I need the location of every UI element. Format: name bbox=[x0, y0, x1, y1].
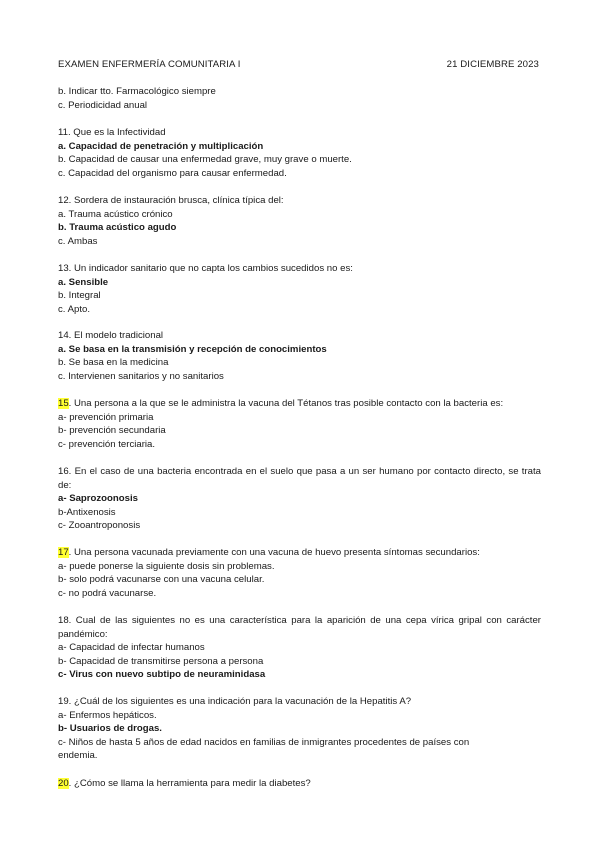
question-text: 16. En el caso de una bacteria encontrada en el suelo que pasa a un ser humano por contacto directo, se trata de: bbox=[58, 466, 541, 491]
question-body: . Una persona a la que se le administra la vacuna del Tétanos tras posible contacto con la bacteria es: bbox=[68, 398, 504, 409]
page-header bbox=[58, 59, 539, 70]
question-text: 11. Que es la Infectividad bbox=[58, 127, 166, 138]
option-c: c. Apto. bbox=[58, 303, 90, 315]
option-a: a- puede ponerse la siguiente dosis sin problemas. bbox=[58, 560, 275, 572]
option-b-correct: b. Trauma acústico agudo bbox=[58, 222, 177, 233]
option-b: b. Capacidad de causar una enfermedad grave, muy grave o muerte. bbox=[58, 154, 352, 165]
option-b: b- Capacidad de transmitirse persona a persona bbox=[58, 655, 264, 667]
question-19 bbox=[58, 695, 541, 763]
option-b: b- prevención secundaria bbox=[58, 425, 166, 436]
option-a-correct: a. Sensible bbox=[58, 276, 109, 288]
option-b: b-Antixenosis bbox=[58, 506, 116, 518]
question-11 bbox=[58, 126, 541, 180]
question-body: . Una persona vacunada previamente con una vacuna de huevo presenta síntomas secundarios: bbox=[68, 547, 480, 558]
option-c: c- no podrá vacunarse. bbox=[58, 587, 157, 599]
option-c-correct: c- Virus con nuevo subtipo de neuraminidasa bbox=[58, 669, 266, 680]
option-a: a- Enfermos hepáticos. bbox=[58, 709, 157, 721]
option-a-correct: a. Capacidad de penetración y multiplicación bbox=[58, 140, 264, 152]
question-text bbox=[58, 777, 541, 791]
exam-date: 21 DICIEMBRE 2023 bbox=[446, 59, 539, 70]
option-c: c. Periodicidad anual bbox=[58, 99, 148, 111]
question-text bbox=[58, 397, 541, 411]
question-number-highlight: 15 bbox=[58, 398, 69, 409]
option-a: a- Capacidad de infectar humanos bbox=[58, 642, 205, 653]
question-15 bbox=[58, 397, 541, 451]
option-a: a- prevención primaria bbox=[58, 411, 154, 423]
option-b-correct: b- Usuarios de drogas. bbox=[58, 723, 162, 734]
option-a-correct: a. Se basa en la transmisión y recepción de conocimientos bbox=[58, 343, 327, 355]
option-c: c. Intervienen sanitarios y no sanitarios bbox=[58, 370, 224, 382]
question-body: . ¿Cómo se llama la herramienta para medir la diabetes? bbox=[68, 778, 311, 789]
option-a-correct: a- Saprozoonosis bbox=[58, 493, 138, 504]
question-number-highlight: 17 bbox=[58, 547, 69, 558]
option-b: b. Indicar tto. Farmacológico siempre bbox=[58, 86, 216, 97]
question-17 bbox=[58, 546, 541, 600]
option-c: c- prevención terciaria. bbox=[58, 438, 156, 450]
question-text bbox=[58, 546, 541, 560]
option-b: b- solo podrá vacunarse con una vacuna celular. bbox=[58, 574, 265, 585]
question-20 bbox=[58, 777, 541, 791]
question-text: 18. Cual de las siguientes no es una característica para la aparición de una cepa vírica gripal con carácter pandémico: bbox=[58, 615, 541, 640]
question-text: 13. Un indicador sanitario que no capta los cambios sucedidos no es: bbox=[58, 263, 353, 274]
option-b: b. Integral bbox=[58, 290, 101, 301]
option-c: c. Ambas bbox=[58, 235, 98, 247]
option-a: a. Trauma acústico crónico bbox=[58, 208, 173, 220]
question-number-highlight: 20 bbox=[58, 778, 69, 789]
question-text: 14. El modelo tradicional bbox=[58, 330, 164, 341]
option-c: c. Capacidad del organismo para causar enfermedad. bbox=[58, 167, 287, 179]
question-14 bbox=[58, 329, 541, 383]
question-12 bbox=[58, 194, 541, 248]
option-c: c- Niños de hasta 5 años de edad nacidos en familias de inmigrantes procedentes de países con endemia. bbox=[58, 736, 470, 761]
question-13 bbox=[58, 262, 541, 316]
question-text: 19. ¿Cuál de los siguientes es una indicación para la vacunación de la Hepatitis A? bbox=[58, 696, 412, 707]
previous-question-options bbox=[58, 85, 541, 112]
option-b: b. Se basa en la medicina bbox=[58, 357, 169, 368]
question-text: 12. Sordera de instauración brusca, clínica típica del: bbox=[58, 195, 284, 206]
option-c: c- Zooantroponosis bbox=[58, 520, 141, 531]
question-18 bbox=[58, 614, 541, 682]
exam-title: EXAMEN ENFERMERÍA COMUNITARIA I bbox=[58, 59, 241, 70]
question-16 bbox=[58, 465, 541, 533]
